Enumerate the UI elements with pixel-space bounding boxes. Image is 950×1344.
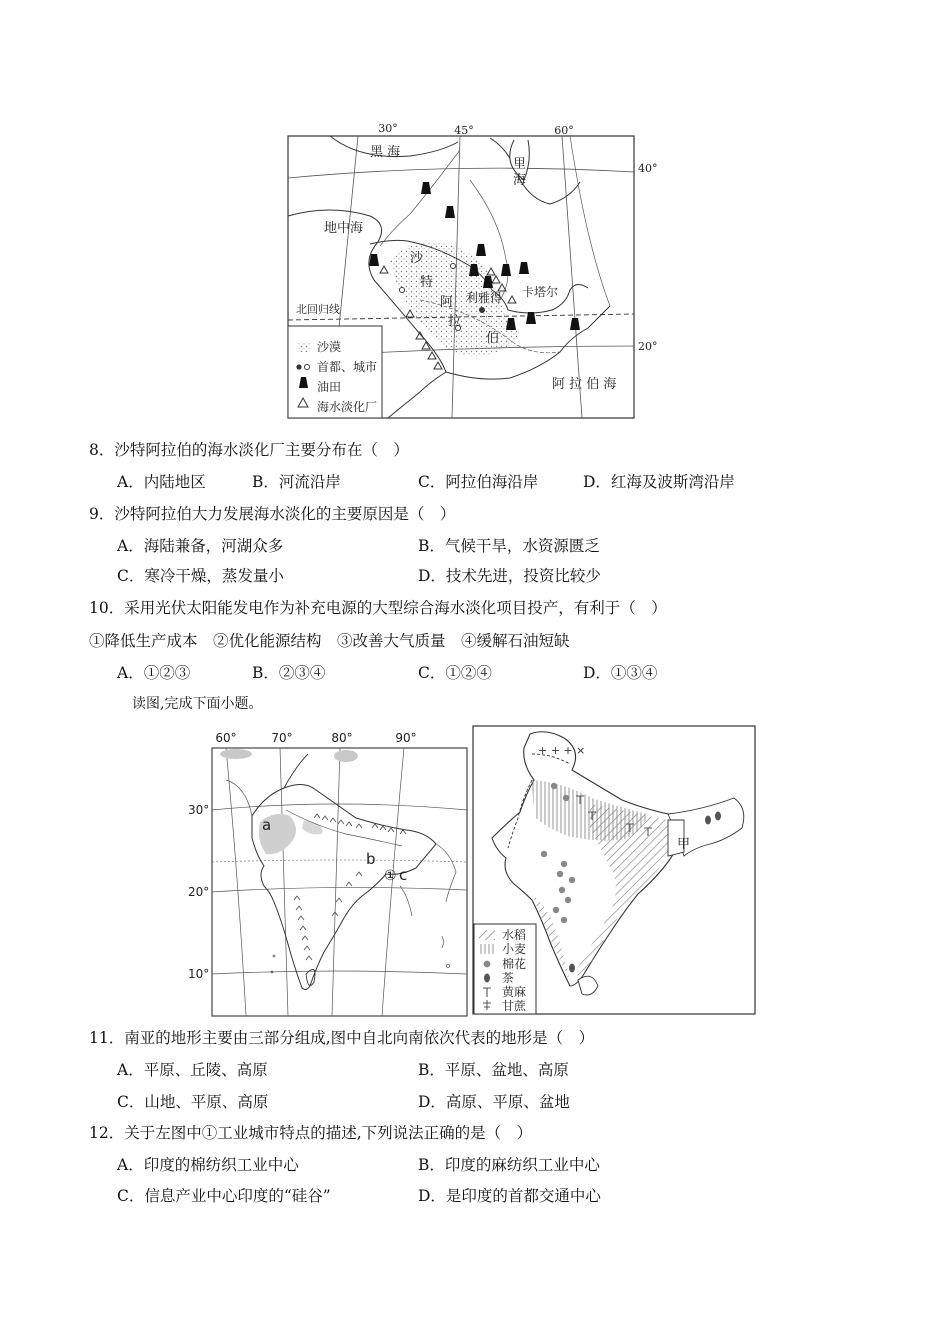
point-b-label: b [366, 850, 376, 868]
lat-40: 40° [638, 162, 658, 175]
legend-rice: 水稻 [502, 928, 527, 942]
saudi-label-1: 沙 [410, 251, 424, 266]
q9-option-d[interactable]: D．技术先进，投资比较少 [418, 567, 601, 585]
point-c-label: c [399, 866, 408, 884]
legend-sugarcane: 甘蔗 [502, 999, 527, 1013]
q8-option-b[interactable]: B．河流沿岸 [252, 473, 341, 491]
plus-marks: + + + × [538, 744, 586, 757]
south-asia-agriculture-map [472, 724, 758, 1018]
q12-option-a[interactable]: A．印度的棉纺织工业中心 [117, 1156, 299, 1174]
q9-stem: 9．沙特阿拉伯大力发展海水淡化的主要原因是（ ） [89, 505, 456, 523]
q12-option-b[interactable]: B．印度的麻纺织工业中心 [418, 1156, 600, 1174]
tropic-label: 北回归线 [296, 303, 340, 316]
q11-stem: 11．南亚的地形主要由三部分组成,图中自北向南依次代表的地形是（ ） [89, 1029, 595, 1047]
lat-20-label: 20° [188, 885, 210, 899]
legend-cotton: 棉花 [502, 957, 527, 971]
lon-30: 30° [378, 122, 398, 135]
legend-desal: 海水淡化厂 [317, 400, 378, 414]
legend-oilfield: 油田 [317, 380, 342, 394]
arabian-sea-label: 阿 拉 伯 海 [552, 377, 617, 392]
q8-option-c[interactable]: C．阿拉伯海沿岸 [418, 473, 539, 491]
lat-30-label: 30° [188, 803, 210, 817]
q10-option-a[interactable]: A．①②③ [117, 664, 191, 682]
lat-10-label: 10° [188, 967, 210, 981]
lon-90-label: 90° [395, 731, 417, 745]
q9-option-a[interactable]: A．海陆兼备，河湖众多 [117, 537, 284, 555]
legend-tea: 茶 [502, 971, 515, 985]
q10-items: ①降低生产成本 ②优化能源结构 ③改善大气质量 ④缓解石油短缺 [89, 632, 570, 650]
q10-stem: 10．采用光伏太阳能发电作为补充电源的大型综合海水淡化项目投产，有利于（ ） [89, 599, 667, 617]
q9-option-b[interactable]: B．气候干旱，水资源匮乏 [418, 537, 600, 555]
q9-option-c[interactable]: C．寒冷干燥，蒸发量小 [117, 567, 284, 585]
legend-city: 首都、城市 [317, 360, 378, 374]
city-1-marker: ① [384, 868, 397, 884]
saudi-label-3: 阿 [440, 295, 454, 310]
legend-jute: 黄麻 [502, 985, 527, 999]
south-asia-terrain-map [186, 726, 472, 1022]
q8-option-a[interactable]: A．内陆地区 [117, 473, 206, 491]
qatar-label: 卡塔尔 [522, 285, 559, 299]
q11-option-a[interactable]: A．平原、丘陵、高原 [117, 1061, 268, 1079]
q11-option-c[interactable]: C．山地、平原、高原 [117, 1093, 269, 1111]
q12-option-d[interactable]: D．是印度的首都交通中心 [418, 1187, 601, 1205]
saudi-label-5: 伯 [486, 331, 500, 346]
lon-60-label: 60° [215, 731, 237, 745]
saudi-label-2: 特 [420, 275, 434, 290]
lon-70-label: 70° [271, 731, 293, 745]
saudi-label-4: 拉 [448, 314, 462, 329]
q10-option-c[interactable]: C．①②④ [418, 664, 492, 682]
lon-80-label: 80° [331, 731, 353, 745]
point-a-label: a [262, 816, 272, 834]
riyadh-label: 利雅得 [466, 291, 503, 305]
q12-stem: 12．关于左图中①工业城市特点的描述,下列说法正确的是（ ） [89, 1124, 533, 1142]
q12-option-c[interactable]: C．信息产业中心印度的“硅谷” [117, 1187, 331, 1205]
legend-desert: 沙漠 [317, 340, 342, 354]
jia-label: 甲 [677, 837, 691, 852]
mediterranean-label: 地中海 [324, 221, 364, 236]
q11-option-b[interactable]: B．平原、盆地、高原 [418, 1061, 569, 1079]
tea-legend-icon [484, 974, 490, 983]
cotton-legend-icon [484, 961, 491, 968]
q11-option-d[interactable]: D．高原、平原、盆地 [418, 1093, 570, 1111]
lon-60: 60° [554, 124, 574, 137]
black-sea-label: 黑 海 [370, 145, 401, 160]
q8-option-d[interactable]: D．红海及波斯湾沿岸 [583, 473, 735, 491]
q10-option-b[interactable]: B．②③④ [252, 664, 326, 682]
legend-wheat: 小麦 [502, 942, 527, 956]
lon-45: 45° [454, 124, 474, 137]
saudi-arabia-map [270, 120, 660, 425]
q10-option-d[interactable]: D．①③④ [583, 664, 658, 682]
caspian-label-2: 海 [513, 173, 527, 188]
read-map-intro: 读图,完成下面小题。 [132, 696, 263, 712]
lat-20: 20° [638, 340, 658, 353]
q8-stem: 8．沙特阿拉伯的海水淡化厂主要分布在（ ） [89, 441, 409, 459]
caspian-label-1: 里 [513, 157, 527, 172]
